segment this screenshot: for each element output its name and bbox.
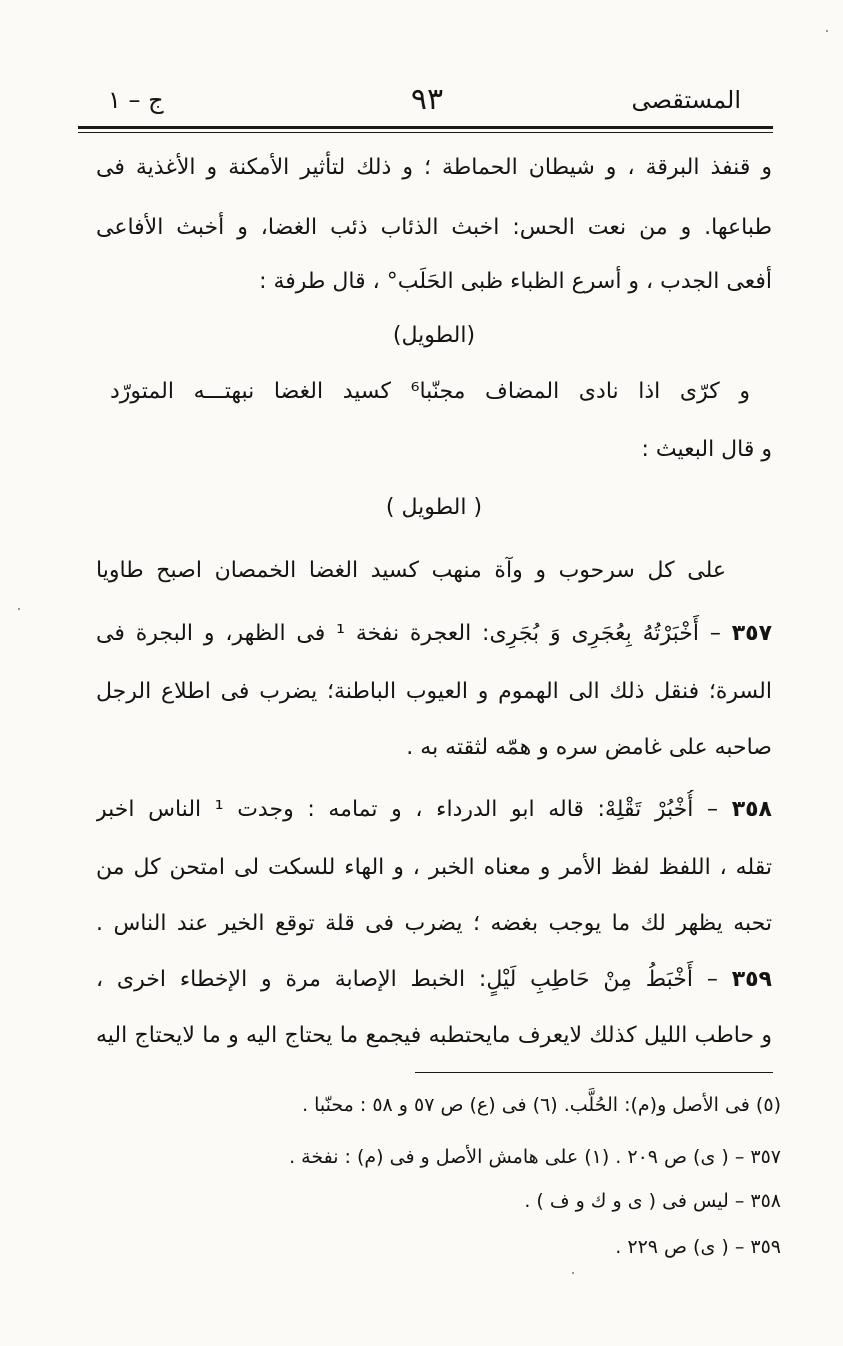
footnote: ٣٥٩ – ( ى) ص ٢٢٩ . (615, 1236, 781, 1258)
footnote: (٥) فى الأصل و(م): الحُلَّب. (٦) فى (ع) ص ٥٧ و ٥٨ : محنّبا . (302, 1094, 781, 1116)
entry-358-line: تحبه يظهر لك ما يوجب بغضه ؛ يضرب فى قلة توقع الخير عند الناس . (96, 911, 772, 936)
entry-358-line (96, 790, 772, 830)
entry-357-line: السرة؛ فنقل ذلك الى الهموم و العيوب الباطنة؛ يضرب فى اطلاع الرجل (96, 679, 772, 704)
footnote: ٣٥٧ – ( ى) ص ٢٠٩ . (١) على هامش الأصل و فى (م) : نفخة . (289, 1146, 781, 1168)
body-line: طباعها. و من نعت الحس: اخبث الذئاب ذئب الغضا، و أخبث الأفاعى (96, 215, 772, 240)
entry-text: – أُخْبُرْ تَقْلِهْ: قاله ابو الدرداء ، و تمامه : وجدت ¹ الناس اخبر (96, 797, 719, 822)
meter-label: (الطويل) (392, 323, 476, 348)
verse-line: و كرّى اذا نادى المضاف مجنّبا⁶ كسيد الغضا نبهتـــه المتورّد (110, 379, 750, 404)
scan-speck (826, 30, 828, 32)
verse-line: على كل سرحوب و وآة منهب كسيد الغضا الخمصان اصبح طاويا (96, 558, 726, 583)
entry-number: ٣٥٨ (731, 797, 772, 822)
entry-358-line: تقله ، اللفظ لفظ الأمر و معناه الخبر ، و الهاء للسكت لى امتحن كل من (96, 855, 772, 880)
footnote: ٣٥٨ – ليس فى ( ى و ك و ف ) . (524, 1190, 781, 1212)
body-line: أفعى الجدب ، و أسرع الظباء ظبى الحَلَب° ، قال طرفة : (259, 269, 772, 294)
body-line: و قنفذ البرقة ، و شيطان الحماطة ؛ و ذلك لتأثير الأمكنة و الأغذية فى (96, 155, 772, 180)
entry-357-line (96, 614, 772, 654)
entry-text: – أَخْبَطُ مِنْ حَاطِبِ لَيْلٍ: الخبط الإصابة مرة و الإخطاء اخرى ، (96, 967, 718, 992)
scan-speck (572, 1272, 574, 1274)
header-rule-thin (78, 132, 773, 133)
entry-357-line: صاحبه على غامض سره و همّه لثقته به . (406, 735, 772, 760)
scan-speck (18, 608, 20, 610)
body-line: و قال البعيث : (641, 437, 772, 462)
page-number: ٩٣ (410, 82, 444, 117)
volume-label: ج – ١ (108, 86, 164, 114)
entry-number: ٣٥٧ (731, 621, 772, 646)
entry-359-line (96, 960, 772, 1000)
entry-number: ٣٥٩ (731, 967, 772, 992)
entry-359-line: و حاطب الليل كذلك لايعرف مايحتطبه فيجمع ما يحتاج اليه و ما لايحتاج اليه (96, 1023, 772, 1048)
header-rule-thick (78, 126, 773, 129)
footnote-rule (415, 1072, 773, 1073)
entry-text: – أَخْبَرْتُهُ بِعُجَرِى وَ بُجَرِى: العجرة نفخة ¹ فى الظهر، و البجرة فى (96, 621, 721, 646)
meter-label: ( الطويل ) (385, 495, 483, 520)
running-title: المستقصى (631, 86, 741, 114)
